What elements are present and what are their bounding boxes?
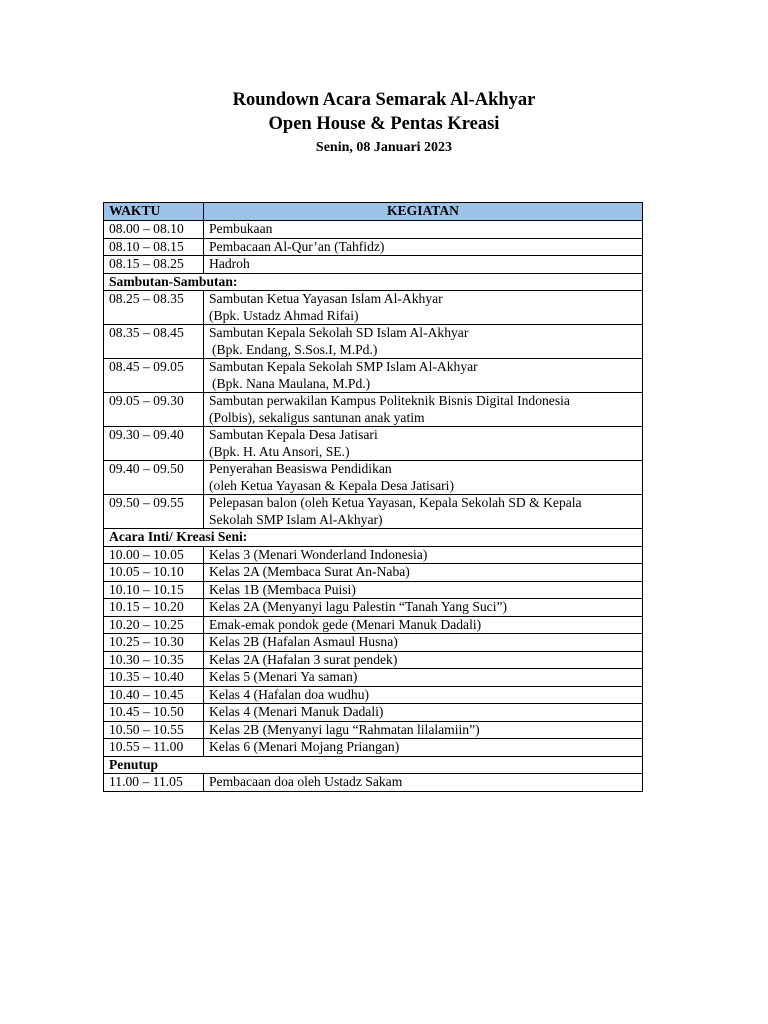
activity-cell [204,427,643,461]
activity-text: Sambutan Kepala Desa Jatisari [209,427,378,442]
activity-cell [204,291,643,325]
activity-text: Sambutan perwakilan Kampus Politeknik Bisnis Digital Indonesia [209,393,570,408]
time-cell: 08.15 – 08.25 [104,256,204,274]
activity-cell [204,564,643,582]
rundown-table [103,202,643,792]
table-row [104,495,643,529]
table-row [104,359,643,393]
table-row [104,739,643,757]
table-body [104,221,643,792]
activity-text: Kelas 1B (Membaca Puisi) [209,581,356,597]
section-heading: Acara Inti/ Kreasi Seni: [104,529,643,547]
time-cell: 10.45 – 10.50 [104,704,204,722]
time-cell: 09.50 – 09.55 [104,495,204,529]
activity-cell [204,616,643,634]
time-cell: 10.30 – 10.35 [104,651,204,669]
table-row [104,564,643,582]
activity-text: Kelas 3 (Menari Wonderland Indonesia) [209,546,428,562]
table-row [104,427,643,461]
activity-text: Kelas 5 (Menari Ya saman) [209,669,358,684]
table-row [104,325,643,359]
activity-detail: (Bpk. Endang, S.Sos.I, M.Pd.) [212,341,378,357]
time-cell: 10.05 – 10.10 [104,564,204,582]
section-row [104,529,643,547]
table-row [104,704,643,722]
activity-cell [204,686,643,704]
activity-cell [204,461,643,495]
activity-text: Kelas 4 (Menari Manuk Dadali) [209,704,384,719]
activity-cell [204,634,643,652]
activity-detail: (Bpk. H. Atu Ansori, SE.) [209,443,350,459]
table-row [104,669,643,687]
section-heading: Sambutan-Sambutan: [104,273,643,291]
activity-cell [204,256,643,274]
document-subtitle: Open House & Pentas Kreasi [268,114,500,134]
activity-text: Kelas 2A (Membaca Surat An-Naba) [209,564,410,579]
activity-detail: (oleh Ketua Yayasan & Kepala Desa Jatisari) [209,477,454,493]
time-cell: 08.25 – 08.35 [104,291,204,325]
activity-detail: Sekolah SMP Islam Al-Akhyar) [209,511,383,527]
event-date: Senin, 08 Januari 2023 [315,140,453,155]
activity-text: Kelas 4 (Hafalan doa wudhu) [209,686,370,702]
activity-text: Sambutan Ketua Yayasan Islam Al-Akhyar [209,291,443,306]
activity-text: Pembacaan Al-Qur’an (Tahfidz) [209,238,385,254]
activity-text: Kelas 2A (Hafalan 3 surat pendek) [209,651,398,667]
table-row [104,256,643,274]
activity-cell [204,704,643,722]
table-row [104,291,643,325]
column-header-waktu: WAKTU [104,203,204,221]
activity-cell [204,651,643,669]
activity-text: Emak-emak pondok gede (Menari Manuk Dadali) [209,616,482,632]
table-row [104,461,643,495]
activity-cell [204,599,643,617]
activity-cell [204,546,643,564]
table-row [104,686,643,704]
activity-cell [204,739,643,757]
document-header [0,88,768,158]
activity-text: Kelas 2B (Hafalan Asmaul Husna) [209,634,398,649]
time-cell: 10.15 – 10.20 [104,599,204,617]
time-cell: 09.30 – 09.40 [104,427,204,461]
activity-text: Pembukaan [209,221,273,236]
activity-cell [204,238,643,256]
table-row [104,238,643,256]
time-cell: 10.25 – 10.30 [104,634,204,652]
activity-cell [204,495,643,529]
time-cell: 09.40 – 09.50 [104,461,204,495]
activity-cell [204,774,643,792]
activity-cell [204,359,643,393]
activity-detail: (Polbis), sekaligus santunan anak yatim [209,409,425,425]
table-header-row [104,203,643,221]
activity-text: Sambutan Kepala Sekolah SMP Islam Al-Akhyar [209,359,478,374]
activity-text: Pembacaan doa oleh Ustadz Sakam [209,774,403,789]
time-cell: 10.50 – 10.55 [104,721,204,739]
time-cell: 10.20 – 10.25 [104,616,204,634]
activity-text: Penyerahan Beasiswa Pendidikan [209,461,392,476]
table-row [104,221,643,239]
table-row [104,393,643,427]
table-row [104,651,643,669]
table-row [104,721,643,739]
time-cell: 08.10 – 08.15 [104,238,204,256]
activity-detail: (Bpk. Nana Maulana, M.Pd.) [212,375,371,391]
activity-detail: (Bpk. Ustadz Ahmad Rifai) [209,307,359,323]
table-row [104,774,643,792]
time-cell: 08.45 – 09.05 [104,359,204,393]
table-row [104,546,643,564]
time-cell: 10.10 – 10.15 [104,581,204,599]
activity-text: Kelas 2B (Menyanyi lagu “Rahmatan lilalamiin”) [209,721,480,737]
document-title: Roundown Acara Semarak Al-Akhyar [232,90,536,110]
activity-text: Sambutan Kepala Sekolah SD Islam Al-Akhyar [209,325,469,340]
time-cell: 09.05 – 09.30 [104,393,204,427]
section-row [104,273,643,291]
activity-text: Hadroh [209,256,250,271]
activity-cell [204,669,643,687]
time-cell: 10.40 – 10.45 [104,686,204,704]
activity-text: Pelepasan balon (oleh Ketua Yayasan, Kepala Sekolah SD & Kepala [209,495,582,510]
section-heading: Penutup [104,756,643,774]
table-row [104,634,643,652]
activity-text: Kelas 6 (Menari Mojang Priangan) [209,739,400,754]
time-cell: 08.00 – 08.10 [104,221,204,239]
time-cell: 11.00 – 11.05 [104,774,204,792]
table-row [104,616,643,634]
table-row [104,581,643,599]
activity-cell [204,221,643,239]
time-cell: 10.35 – 10.40 [104,669,204,687]
activity-cell [204,581,643,599]
time-cell: 08.35 – 08.45 [104,325,204,359]
time-cell: 10.55 – 11.00 [104,739,204,757]
activity-text: Kelas 2A (Menyanyi lagu Palestin “Tanah Yang Suci”) [209,599,508,614]
table-row [104,599,643,617]
section-row [104,756,643,774]
activity-cell [204,721,643,739]
time-cell: 10.00 – 10.05 [104,546,204,564]
activity-cell [204,393,643,427]
activity-cell [204,325,643,359]
column-header-kegiatan: KEGIATAN [204,203,643,221]
